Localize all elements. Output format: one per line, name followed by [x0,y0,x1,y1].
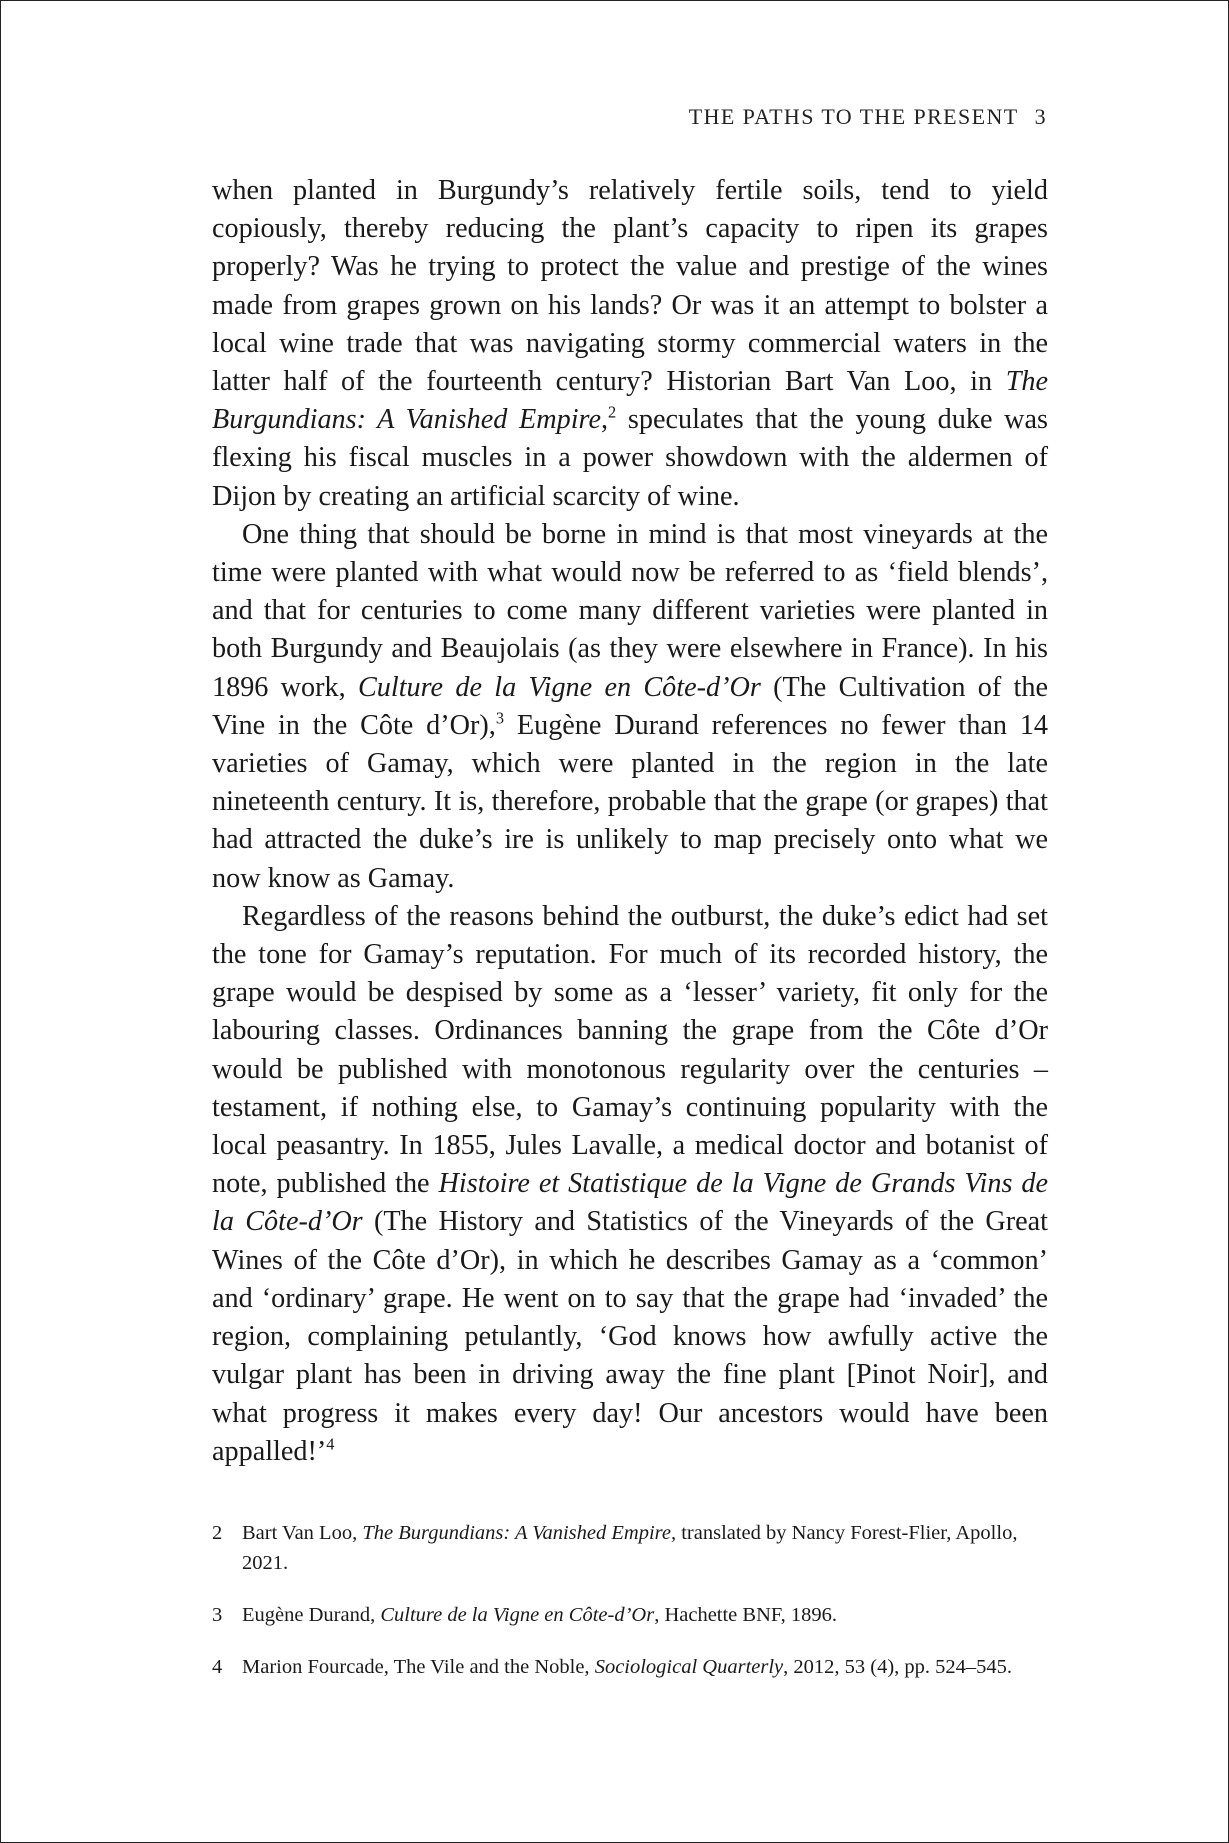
paragraph-2-text: Eugène Durand references no fewer than 14 varieties of Gamay, which were planted in the region in the late nineteenth century. It is, therefore, probable that the grape (or grapes) that had attracted the duke’s ire is unlikely to map precisely onto what we now know as Gamay. [212,709,1049,894]
paragraph-2 [212,516,1048,898]
paragraph-3-text: Regardless of the reasons behind the outburst, the duke’s edict had set the tone for Gamay’s reputation. For much of its recorded history, the grape would be despised by some as a ‘lesser’ variety, fit only for the labouring classes. Ordinances banning the grape from the Côte d’Or would be published with monotonous regularity over the centuries – testament, if nothing else, to Gamay’s continuing popularity with the local peasantry. In 1855, Jules Lavalle, a medical doctor and botanist of note, published the [212,900,1048,1200]
footnote-text: translated by Nancy Forest-Flier, Apollo, 2021. [242,1522,1018,1574]
paragraph-2-text: One thing that should be borne in mind is that most vineyards at the time were planted with what would now be referred to as ‘field blends’, and that for centuries to come many different varieties were planted in both Burgundy and Beaujolais (as they were elsewhere in France). In his 1896 work, [212,518,1048,703]
footnote-text: , Hachette BNF, 1896. [654,1604,838,1626]
running-header [689,104,1047,130]
footnote-title: The Burgundians: A Vanished Empire, [362,1522,677,1544]
paragraph-3 [212,898,1048,1471]
paragraph-2-text: (The Cultivation of the Vine in the Côte d’Or), [212,671,1048,741]
paragraph-1 [212,172,1048,516]
footnote-ref-2: 2 [608,402,617,422]
footnote-ref-4: 4 [326,1434,335,1454]
paragraph-1-text: when planted in Burgundy’s relatively fertile soils, tend to yield copiously, thereby reducing the plant’s capacity to ripen its grapes properly? Was he trying to protect the value and prestige of the wines made from grapes grown on his lands? Or was it an attempt to bolster a local wine trade that was navigating stormy commercial waters in the latter half of the fourteenth century? Historian Bart Van Loo, in [212,175,1048,398]
footnote-title: Culture de la Vigne en Côte-d’Or [380,1604,655,1626]
paragraph-1-text: speculates that the young duke was flexing his fiscal muscles in a power showdown with the aldermen of Dijon by creating an artificial scarcity of wine. [212,404,1048,512]
paragraph-3-text: (The History and Statistics of the Vineyards of the Great Wines of the Côte d’Or), in which he describes Gamay as a ‘common’ and ‘ordinary’ grape. He went on to say that the grape had ‘invaded’ the region, complaining petulantly, ‘God knows how awfully active the vulgar plant has been in driving away the fine plant [Pinot Noir], and what progress it makes every day! Our ancestors would have been appalled!’ [212,1206,1048,1467]
footnote-3 [212,1600,1048,1630]
footnote-4 [212,1652,1048,1682]
footnotes [212,1518,1048,1704]
footnote-text: Eugène Durand, [242,1604,381,1626]
running-header-title: THE PATHS TO THE PRESENT [688,104,1019,129]
book-title: The Burgundians: A Vanished Empire [212,366,1048,436]
paragraph-1-text: , [600,404,609,436]
page-number: 3 [1034,104,1047,129]
footnote-text: Bart Van Loo, [242,1522,363,1544]
footnote-text: , 2012, 53 (4), pp. 524–545. [783,1656,1013,1678]
footnote-ref-3: 3 [495,708,505,728]
footnote-text: Marion Fourcade, The Vile and the Noble, [242,1656,595,1678]
book-title: Culture de la Vigne en Côte-d’Or [357,671,761,703]
footnote-number: 3 [212,1604,223,1626]
footnote-title: Sociological Quarterly [594,1656,784,1678]
body-text [212,172,1048,1471]
footnote-2 [212,1518,1048,1578]
book-title: Histoire et Statistique de la Vigne de Grands Vins de la Côte-d’Or [212,1168,1048,1238]
footnote-number: 2 [212,1522,223,1544]
footnote-number: 4 [212,1656,223,1678]
